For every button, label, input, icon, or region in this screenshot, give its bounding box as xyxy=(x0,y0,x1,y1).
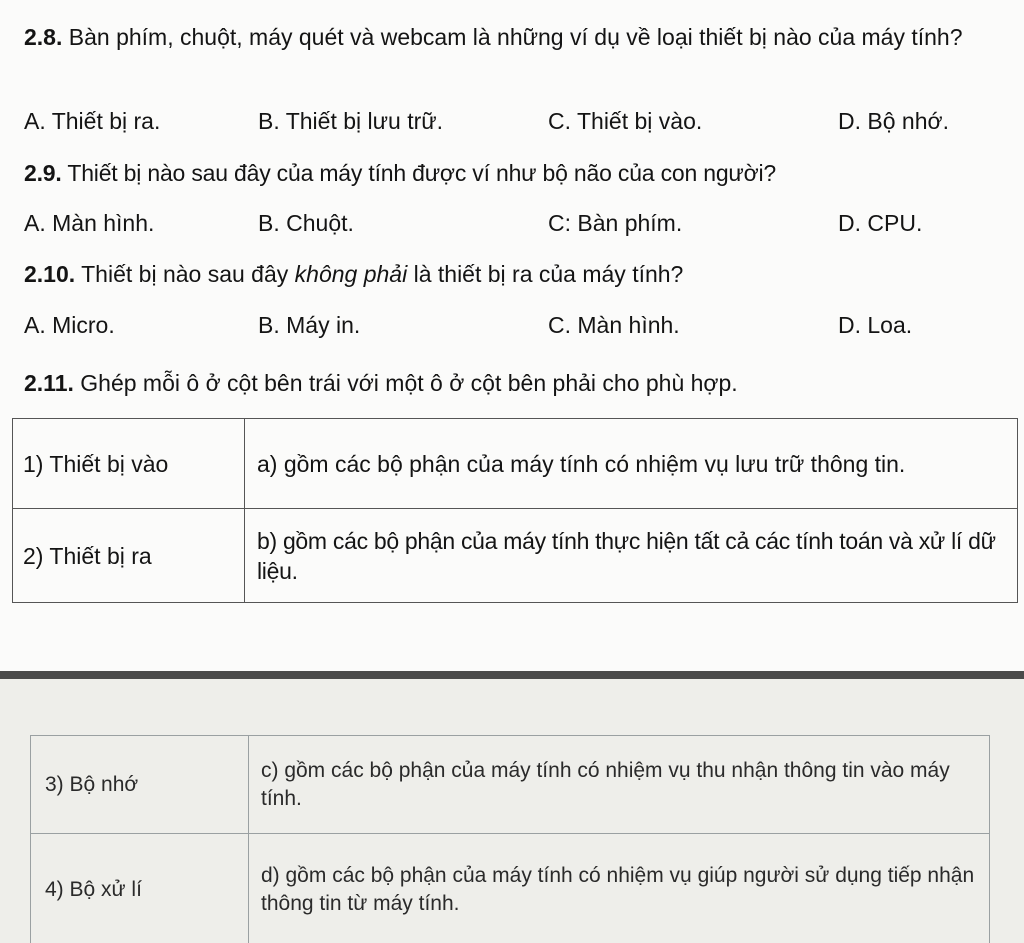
question-number: 2.11. xyxy=(24,370,74,396)
option-d: D. Bộ nhớ. xyxy=(838,108,949,134)
options-2-8 xyxy=(24,108,1014,140)
option-b: B. Thiết bị lưu trữ. xyxy=(258,108,444,134)
table-cell-left: 4) Bộ xử lí xyxy=(31,834,249,943)
option-a: A. Thiết bị ra. xyxy=(24,108,161,134)
option-d: D. CPU. xyxy=(838,210,923,236)
question-text: Bàn phím, chuột, máy quét và webcam là những ví dụ về loại thiết bị nào của máy tính? xyxy=(62,24,963,50)
table-cell-left: 2) Thiết bị ra xyxy=(13,509,245,603)
table-cell-right: a) gồm các bộ phận của máy tính có nhiệm vụ lưu trữ thông tin. xyxy=(245,419,1018,509)
option-a: A. Màn hình. xyxy=(24,210,155,236)
table-cell-right: c) gồm các bộ phận của máy tính có nhiệm vụ thu nhận thông tin vào máy tính. xyxy=(249,736,990,834)
table-row xyxy=(13,509,1018,603)
table-cell-left: 1) Thiết bị vào xyxy=(13,419,245,509)
option-d: D. Loa. xyxy=(838,312,913,338)
question-text-emphasis: không phải xyxy=(294,261,408,287)
question-text: Thiết bị nào sau đây của máy tính được ví như bộ não của con người? xyxy=(61,160,777,186)
question-2-11 xyxy=(24,368,1014,399)
question-number: 2.10. xyxy=(24,261,76,287)
table-row xyxy=(13,419,1018,509)
question-text: Ghép mỗi ô ở cột bên trái với một ô ở cột bên phải cho phù hợp. xyxy=(73,370,738,396)
page-divider xyxy=(0,671,1024,679)
table-row xyxy=(31,834,990,943)
options-2-9 xyxy=(24,210,1014,242)
option-b: B. Máy in. xyxy=(258,312,361,338)
question-text: là thiết bị ra của máy tính? xyxy=(407,261,684,287)
question-2-8 xyxy=(24,22,1014,53)
table-cell-left: 3) Bộ nhớ xyxy=(31,736,249,834)
table-cell-right: d) gồm các bộ phận của máy tính có nhiệm vụ giúp người sử dụng tiếp nhận thông tin từ máy tính. xyxy=(249,834,990,943)
option-c: C. Màn hình. xyxy=(548,312,680,338)
matching-table-top xyxy=(12,418,1018,603)
options-2-10 xyxy=(24,312,1014,344)
table-row xyxy=(31,736,990,834)
question-text: Thiết bị nào sau đây xyxy=(75,261,295,287)
question-number: 2.9. xyxy=(24,160,62,186)
option-c: C. Thiết bị vào. xyxy=(548,108,703,134)
matching-table-bottom xyxy=(30,735,990,943)
option-a: A. Micro. xyxy=(24,312,115,338)
option-c: C: Bàn phím. xyxy=(548,210,683,236)
option-b: B. Chuột. xyxy=(258,210,354,236)
question-number: 2.8. xyxy=(24,24,63,50)
question-2-10 xyxy=(24,259,1014,290)
table-cell-right: b) gồm các bộ phận của máy tính thực hiện tất cả các tính toán và xử lí dữ liệu. xyxy=(245,509,1018,603)
question-2-9 xyxy=(24,158,1019,189)
